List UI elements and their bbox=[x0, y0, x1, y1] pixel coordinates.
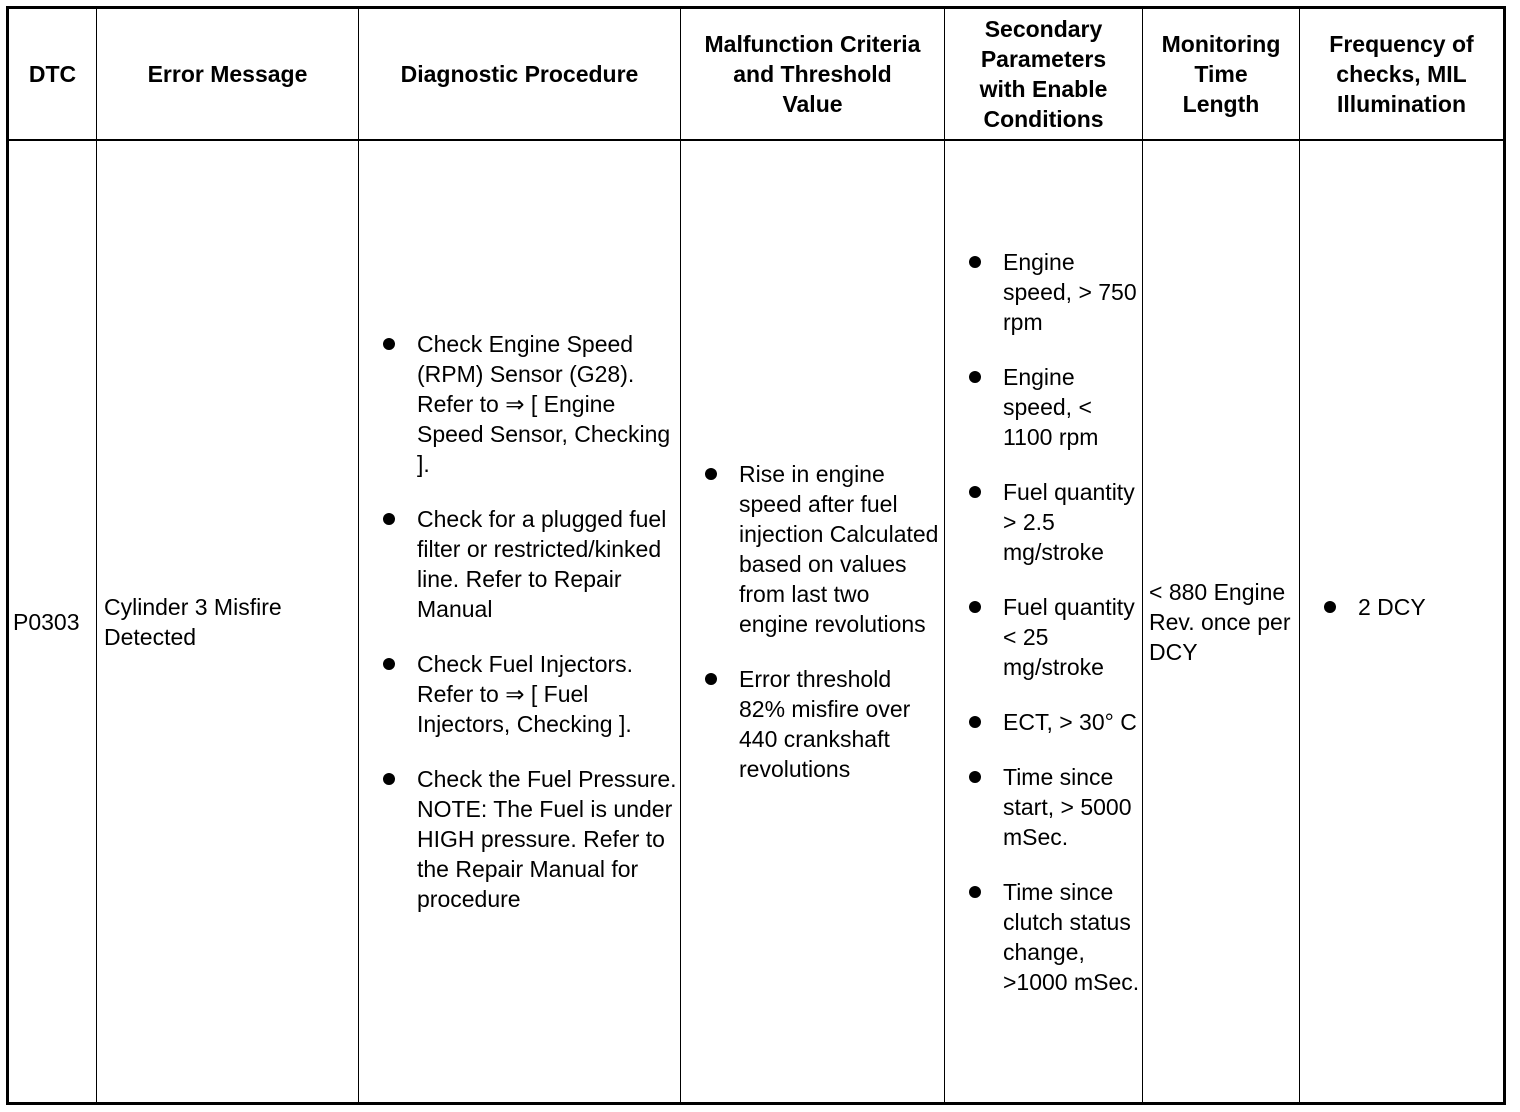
header-frequency: Frequency of checks, MIL Illumination bbox=[1329, 31, 1474, 117]
list-item: ECT, > 30° C bbox=[969, 707, 1140, 737]
list-item: Time since start, > 5000 mSec. bbox=[969, 762, 1140, 852]
list-item: Fuel quantity < 25 mg/stroke bbox=[969, 592, 1140, 682]
header-dtc: DTC bbox=[28, 61, 77, 87]
table-cell-dtc bbox=[9, 141, 96, 1102]
secondary-parameters-list bbox=[969, 247, 1140, 997]
list-item: Check the Fuel Pressure. NOTE: The Fuel is under HIGH pressure. Refer to the Repair Manual for procedure bbox=[383, 764, 678, 914]
table-cell-secondary-parameters bbox=[945, 141, 1142, 1102]
list-item: Time since clutch status change, >1000 mSec. bbox=[969, 877, 1140, 997]
list-item: Engine speed, < 1100 rpm bbox=[969, 362, 1140, 452]
dtc-code: P0303 bbox=[13, 608, 80, 635]
table-cell-frequency bbox=[1300, 141, 1503, 1102]
list-item: Check Engine Speed (RPM) Sensor (G28). Refer to ⇒ [ Engine Speed Sensor, Checking ]. bbox=[383, 329, 678, 479]
header-secondary-parameters: Secondary Parameters with Enable Conditions bbox=[979, 16, 1108, 132]
malfunction-criteria-list bbox=[705, 459, 940, 784]
table-cell-diagnostic-procedure bbox=[359, 141, 680, 1102]
header-malfunction-criteria: Malfunction Criteria and Threshold Value bbox=[704, 31, 921, 117]
list-item: 2 DCY bbox=[1324, 592, 1426, 622]
header-diagnostic-procedure: Diagnostic Procedure bbox=[400, 61, 639, 87]
dtc-table bbox=[6, 6, 1506, 1105]
list-item: Engine speed, > 750 rpm bbox=[969, 247, 1140, 337]
table-cell-monitoring-time bbox=[1143, 141, 1299, 1102]
list-item: Rise in engine speed after fuel injection Calculated based on values from last two engine revolutions bbox=[705, 459, 940, 639]
header-monitoring-time: Monitoring Time Length bbox=[1161, 31, 1281, 117]
table-cell-malfunction-criteria bbox=[681, 141, 944, 1102]
list-item: Error threshold 82% misfire over 440 crankshaft revolutions bbox=[705, 664, 940, 784]
table-cell-error-message bbox=[97, 141, 358, 1102]
diagnostic-procedure-list bbox=[383, 329, 678, 914]
monitoring-time-text: < 880 Engine Rev. once per DCY bbox=[1149, 578, 1291, 665]
list-item: Check Fuel Injectors. Refer to ⇒ [ Fuel Injectors, Checking ]. bbox=[383, 649, 678, 739]
header-error-message: Error Message bbox=[147, 61, 308, 87]
list-item: Check for a plugged fuel filter or restricted/kinked line. Refer to Repair Manual bbox=[383, 504, 678, 624]
list-item: Fuel quantity > 2.5 mg/stroke bbox=[969, 477, 1140, 567]
error-message-text: Cylinder 3 Misfire Detected bbox=[104, 593, 282, 650]
frequency-list bbox=[1324, 592, 1426, 622]
